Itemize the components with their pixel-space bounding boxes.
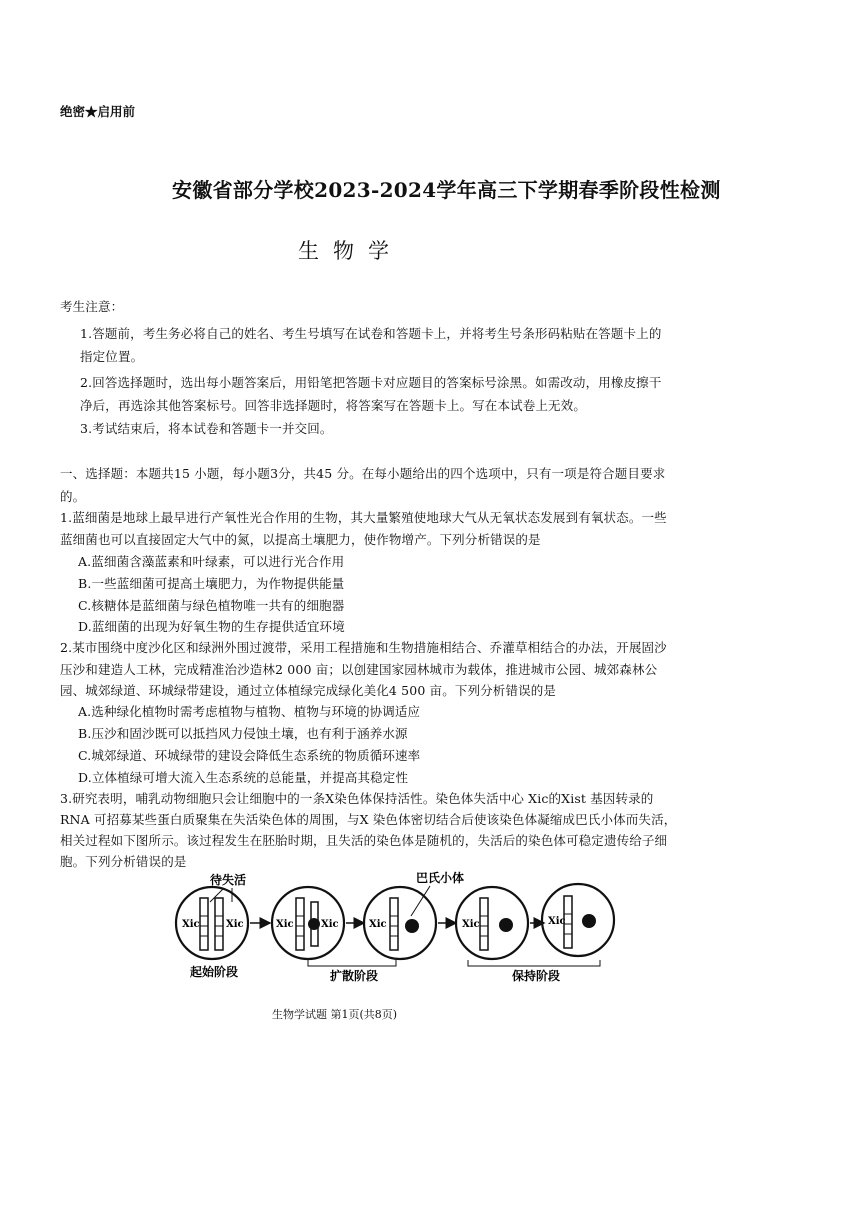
q2-stem: 园、城郊绿道、环城绿带建设，通过立体植绿完成绿化美化4 500 亩。下列分析错误的是: [60, 683, 557, 698]
cell-stage-5: [542, 884, 614, 956]
q3-stem: 相关过程如下图所示。该过程发生在胚胎时期，且失活的染色体是随机的，失活后的染色体可稳定遗传给子细: [60, 833, 668, 848]
notice-heading: 考生注意：: [60, 299, 124, 314]
stage-bracket: [468, 960, 600, 966]
xic-label: Xic: [182, 919, 200, 930]
q1-stem: 蓝细菌也可以直接固定大气中的氮，以提高土壤肥力，使作物增产。下列分析错误的是: [60, 532, 541, 547]
q2-option-c: C.城郊绿道、环城绿带的建设会降低生态系统的物质循环速率: [78, 748, 421, 763]
xic-label: Xic: [548, 916, 566, 927]
xic-label: Xic: [369, 919, 387, 930]
q1-option-d: D.蓝细菌的出现为好氧生物的生存提供适宜环境: [78, 619, 345, 634]
stage-label-keep: 保持阶段: [511, 969, 561, 983]
barr-body: [582, 914, 596, 928]
q2-stem: 压沙和建造人工林，完成精准治沙造林2 000 亩；以创建国家园林城市为载体，推进城市公园、城郊森林公: [60, 662, 658, 677]
notice-line: 指定位置。: [80, 349, 144, 364]
xic-label: Xic: [276, 919, 294, 930]
x-chromosome: [390, 898, 398, 950]
notice-line: 净后，再选涂其他答案标号。回答非选择题时，将答案写在答题卡上。写在本试卷上无效。: [80, 398, 587, 413]
xic-label: Xic: [321, 919, 339, 930]
x-chromosome: [200, 898, 208, 950]
x-inactivation-diagram: [168, 868, 620, 986]
cell-stage-1: [176, 887, 248, 959]
stage-label-start: 起始阶段: [189, 965, 239, 979]
x-chromosome: [480, 898, 488, 950]
q3-stem: 胞。下列分析错误的是: [60, 854, 187, 869]
condensing-body: [308, 918, 320, 930]
notice-line: 1.答题前，考生务必将自己的姓名、考生号填写在试卷和答题卡上，并将考生号条形码粘贴在答题卡上的: [80, 326, 662, 341]
confidential-mark: 绝密★启用前: [60, 104, 136, 119]
q2-option-d: D.立体植绿可增大流入生态系统的总能量，并提高其稳定性: [78, 770, 409, 785]
q1-option-a: A.蓝细菌含藻蓝素和叶绿素，可以进行光合作用: [78, 554, 345, 569]
x-chromosome: [215, 898, 223, 950]
section-heading-cont: 的。: [60, 489, 86, 504]
xic-label: Xic: [462, 919, 480, 930]
barr-body: [499, 918, 513, 932]
page-footer: 生物学试题 第1页(共8页): [272, 1008, 398, 1021]
cell-stage-3: [364, 887, 436, 959]
notice-line: 3.考试结束后，将本试卷和答题卡一并交回。: [80, 421, 333, 436]
q3-stem: 3.研究表明，哺乳动物细胞只会让细胞中的一条X染色体保持活性。染色体失活中心 Xic的Xist 基因转录的: [60, 791, 654, 806]
exam-title: 安徽省部分学校2023-2024学年高三下学期春季阶段性检测: [172, 178, 721, 202]
cell-stage-2: [272, 887, 344, 959]
xic-label: Xic: [226, 919, 244, 930]
stage-label-spread: 扩散阶段: [329, 969, 379, 983]
cell-stage-4: [456, 887, 528, 959]
pointer-line: [210, 888, 224, 902]
label-inactive: 待失活: [209, 873, 247, 887]
q1-option-c: C.核糖体是蓝细菌与绿色植物唯一共有的细胞器: [78, 598, 345, 613]
label-barr-body: 巴氏小体: [415, 871, 465, 885]
q2-option-b: B.压沙和固沙既可以抵挡风力侵蚀土壤，也有利于涵养水源: [78, 726, 408, 741]
q2-stem: 2.某市围绕中度沙化区和绿洲外围过渡带，采用工程措施和生物措施相结合、乔灌草相结合的办法，开展固沙: [60, 640, 667, 655]
q3-stem: RNA 可招募某些蛋白质聚集在失活染色体的周围，与X 染色体密切结合后使该染色体凝缩成巴氏小体而失活，: [60, 812, 677, 827]
notice-line: 2.回答选择题时，选出每小题答案后，用铅笔把答题卡对应题目的答案标号涂黑。如需改动，用橡皮擦干: [80, 375, 662, 390]
q1-option-b: B.一些蓝细菌可提高土壤肥力，为作物提供能量: [78, 576, 345, 591]
section-heading: 一、选择题：本题共15 小题，每小题3分，共45 分。在每小题给出的四个选项中，只有一项是符合题目要求: [60, 466, 666, 481]
x-chromosome: [296, 898, 304, 950]
barr-body: [405, 919, 419, 933]
q2-option-a: A.选种绿化植物时需考虑植物与植物、植物与环境的协调适应: [78, 704, 421, 719]
subject-title: 生物学: [298, 239, 403, 263]
stage-bracket: [308, 960, 396, 966]
q1-stem: 1.蓝细菌是地球上最早进行产氧性光合作用的生物，其大量繁殖使地球大气从无氧状态发展到有氧状态。一些: [60, 510, 667, 525]
